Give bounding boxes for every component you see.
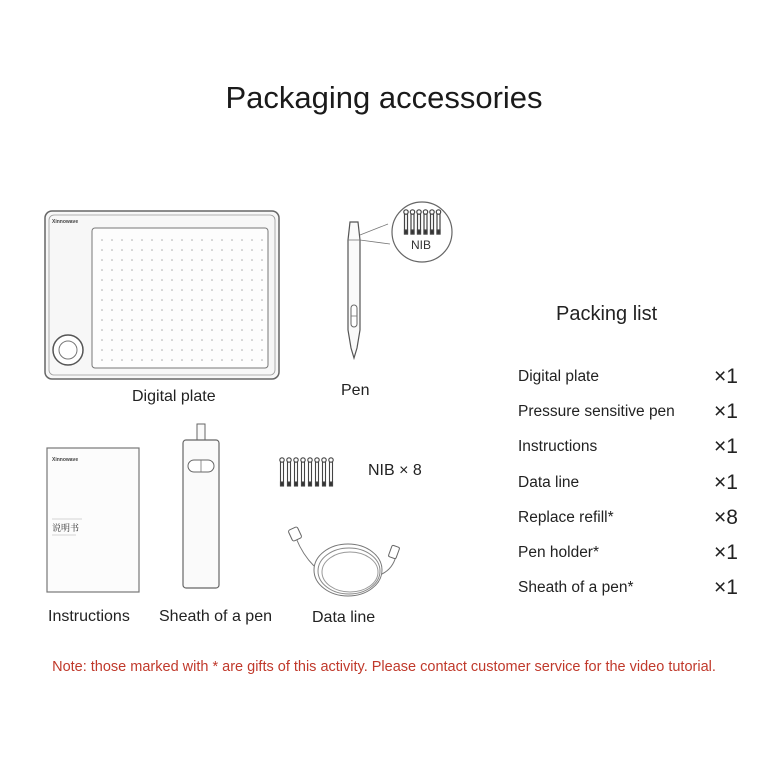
packing-item-quantity: ×1 [714, 400, 738, 423]
sheath-illustration [182, 422, 220, 590]
digital-plate-caption: Digital plate [132, 388, 216, 405]
packing-item-name: Sheath of a pen* [518, 579, 634, 596]
booklet-cover-text: 说明书 [52, 523, 80, 533]
pen-caption: Pen [341, 382, 370, 399]
packing-item-name: Pressure sensitive pen [518, 403, 675, 420]
digital-plate-illustration [44, 210, 280, 380]
tablet-drawing [44, 210, 280, 380]
packing-item-quantity: ×1 [714, 576, 738, 599]
packing-list-row [518, 506, 748, 533]
instructions-caption: Instructions [48, 608, 130, 625]
nibs-drawing [278, 456, 338, 488]
nib-caption: NIB × 8 [368, 462, 422, 479]
sheath-caption: Sheath of a pen [159, 608, 272, 625]
packing-list-row [518, 365, 748, 392]
instructions-illustration [46, 447, 140, 593]
booklet-drawing [46, 447, 140, 593]
packing-item-name: Pen holder* [518, 544, 600, 561]
booklet-brand-logo: Xinnowave [52, 457, 79, 463]
packing-item-quantity: ×1 [714, 471, 738, 494]
cable-drawing [286, 526, 404, 604]
data-line-illustration [286, 526, 404, 604]
pen-illustration [330, 200, 460, 365]
page-title: Packaging accessories [225, 80, 543, 115]
packing-item-quantity: ×8 [714, 506, 738, 529]
packing-list-title: Packing list [556, 303, 658, 325]
packing-list-row [518, 400, 748, 427]
packing-item-quantity: ×1 [714, 541, 738, 564]
packing-item-name: Data line [518, 474, 580, 491]
nib-zoom-label: NIB [411, 238, 432, 252]
packing-item-name: Instructions [518, 438, 598, 455]
packing-item-name: Digital plate [518, 368, 599, 385]
nibs-illustration [278, 456, 338, 488]
packing-list-row [518, 576, 748, 603]
packing-item-quantity: ×1 [714, 435, 738, 458]
pen-drawing [330, 200, 460, 365]
tablet-brand-logo: Xinnowave [52, 219, 79, 225]
packing-list-row [518, 541, 748, 568]
packing-item-quantity: ×1 [714, 365, 738, 388]
gift-note: Note: those marked with * are gifts of this activity. Please contact customer service for the video tutorial. [52, 659, 716, 675]
packing-item-name: Replace refill* [518, 509, 614, 526]
packing-list-row [518, 471, 748, 498]
packing-list-row [518, 435, 748, 462]
sheath-drawing [182, 422, 220, 590]
data-line-caption: Data line [312, 609, 376, 626]
